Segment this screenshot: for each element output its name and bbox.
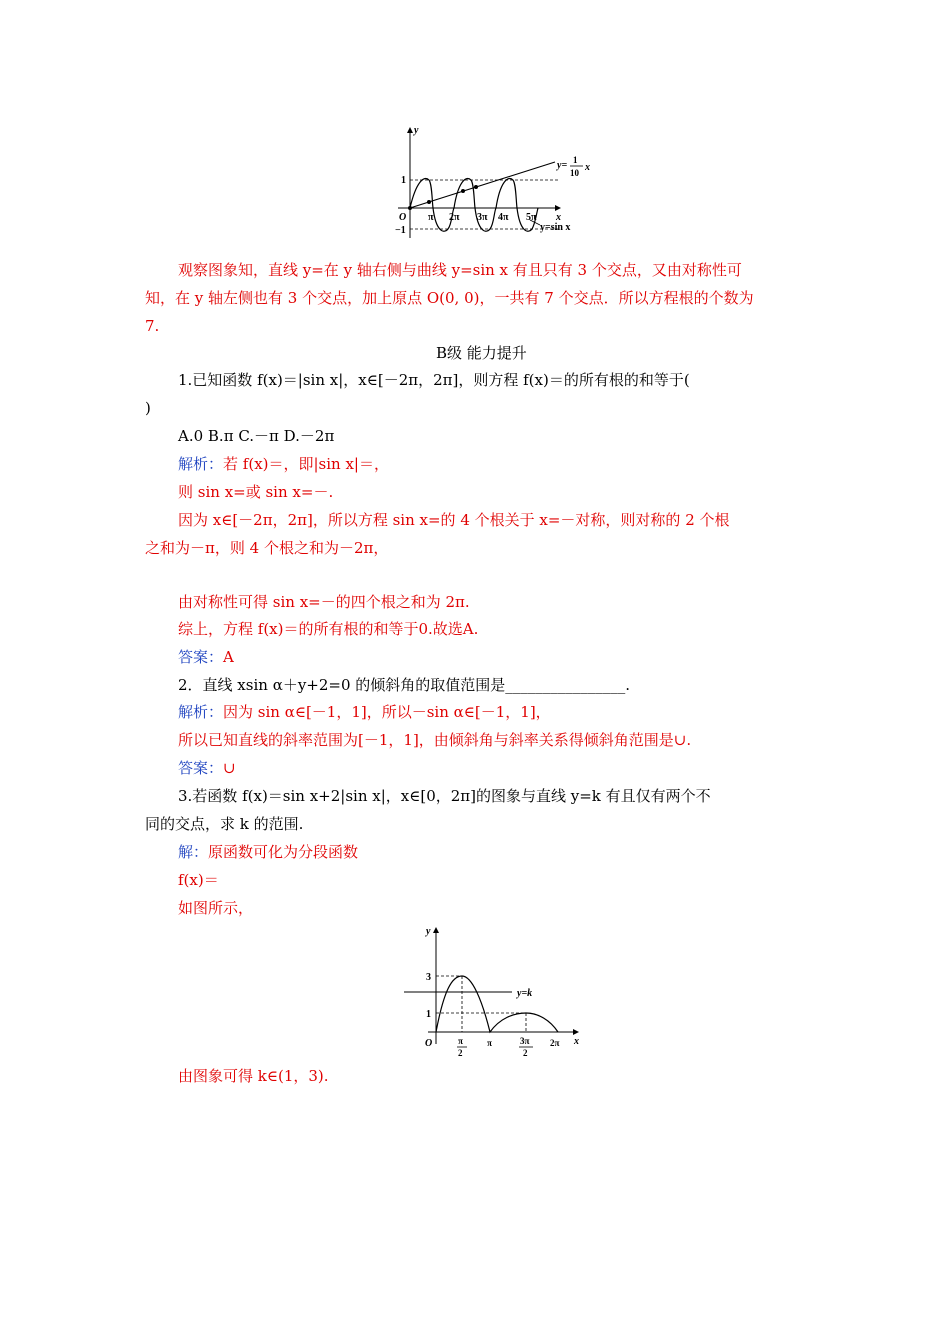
x-tick-4pi: 4π	[498, 212, 509, 223]
tick-1: 1	[426, 1009, 431, 1020]
question-1-options: A.0 B.π C.－π D.－2π	[178, 427, 335, 445]
piecewise-curve	[436, 976, 558, 1032]
origin-label: O	[399, 212, 407, 223]
solution-1-line-3: 因为 x∈[－2π，2π]，所以方程 sin x=的 4 个根关于 x=－对称，则对称的 2 个根	[178, 511, 730, 529]
figure-piecewise	[400, 920, 590, 1060]
origin-label: O	[425, 1038, 433, 1049]
solution-1-line-5: 由对称性可得 sin x=－的四个根之和为 2π.	[178, 593, 470, 611]
solution-label: 解析：	[178, 455, 224, 473]
observation-line-3: 7.	[145, 317, 160, 335]
x-tick-pi: π	[428, 212, 434, 223]
answer-1	[178, 647, 234, 667]
solution-text: 若 f(x)＝，即|sin x|＝，	[223, 455, 389, 473]
y-axis-label: y	[414, 125, 419, 136]
solution-label: 解析：	[178, 703, 224, 721]
question-1-line-2: )	[145, 399, 151, 417]
solution-3-line-2: f(x)＝	[178, 871, 219, 889]
solution-2-line-1	[178, 702, 551, 722]
solution-text: 因为 sin α∈[－1，1]，所以－sin α∈[－1，1]，	[223, 703, 551, 721]
observation-line-1: 观察图象知，直线 y=在 y 轴右侧与曲线 y=sin x 有且只有 3 个交点，又由对称性可	[178, 261, 742, 279]
solution-text: 原函数可化为分段函数	[208, 843, 359, 861]
observation-line-2: 知，在 y 轴左侧也有 3 个交点，加上原点 O(0, 0)，一共有 7 个交点．所以方程根的个数为	[145, 289, 754, 307]
figure-sin-line	[380, 120, 600, 245]
x-tick-pi2-den: 2	[458, 1048, 463, 1058]
answer-value: A	[223, 648, 234, 666]
x-tick-3pi: 3π	[477, 212, 488, 223]
x-tick-3pi2-den: 2	[523, 1048, 528, 1058]
line-label-prefix: y=	[557, 160, 568, 171]
x-tick-5pi: 5π	[526, 212, 537, 223]
x-axis-label: x	[574, 1036, 579, 1047]
line-y-x-over-10	[410, 162, 555, 208]
question-3-line-2: 同的交点，求 k 的范围.	[145, 815, 304, 833]
sin-curve-label: y=sin x	[540, 222, 571, 233]
tick-neg1: −1	[395, 225, 406, 236]
section-heading: B级 能力提升	[436, 344, 527, 362]
tick-1: 1	[401, 175, 406, 186]
question-3-line-1: 3.若函数 f(x)＝sin x+2|sin x|，x∈[0，2π]的图象与直线 y=k 有且仅有两个不	[178, 787, 711, 805]
intersection-point	[408, 206, 412, 210]
x-axis-label: x	[556, 212, 561, 223]
x-tick-pi2-num: π	[458, 1036, 463, 1046]
answer-2	[178, 758, 236, 778]
answer-label: 答案：	[178, 759, 224, 777]
answer-label: 答案：	[178, 648, 224, 666]
solution-1-line-1	[178, 454, 389, 474]
x-tick-pi: π	[487, 1038, 492, 1048]
solution-3-line-1	[178, 842, 358, 862]
line-label-den: 10	[570, 168, 579, 178]
answer-value: ∪	[223, 759, 236, 777]
sin-curve	[410, 178, 538, 231]
intersection-point	[427, 200, 431, 204]
x-tick-2pi: 2π	[550, 1038, 560, 1048]
line-label-num: 1	[573, 155, 578, 165]
solution-3-line-3: 如图所示，	[178, 899, 254, 917]
y-axis-label: y	[426, 926, 431, 937]
question-1-line-1: 1.已知函数 f(x)＝|sin x|，x∈[－2π，2π]，则方程 f(x)＝的所有根的和等于(	[178, 371, 690, 389]
y-k-label: y=k	[517, 988, 533, 999]
solution-2-line-2: 所以已知直线的斜率范围为[－1，1]，由倾斜角与斜率关系得倾斜角范围是∪.	[178, 731, 692, 749]
tick-3: 3	[426, 972, 431, 983]
solution-label: 解：	[178, 843, 209, 861]
solution-1-line-4: 之和为－π，则 4 个根之和为－2π，	[145, 539, 389, 557]
x-tick-3pi2-num: 3π	[520, 1036, 530, 1046]
solution-3-conclusion: 由图象可得 k∈(1，3).	[178, 1067, 329, 1085]
line-label-suffix: x	[585, 162, 590, 173]
solution-1-line-2: 则 sin x=或 sin x=－.	[178, 483, 334, 501]
intersection-point	[474, 185, 478, 189]
x-tick-2pi: 2π	[449, 212, 460, 223]
solution-1-line-6: 综上，方程 f(x)＝的所有根的和等于0.故选A.	[178, 620, 479, 638]
intersection-point	[461, 189, 465, 193]
question-2: 2．直线 xsin α＋y+2=0 的倾斜角的取值范围是________________.	[178, 676, 631, 694]
